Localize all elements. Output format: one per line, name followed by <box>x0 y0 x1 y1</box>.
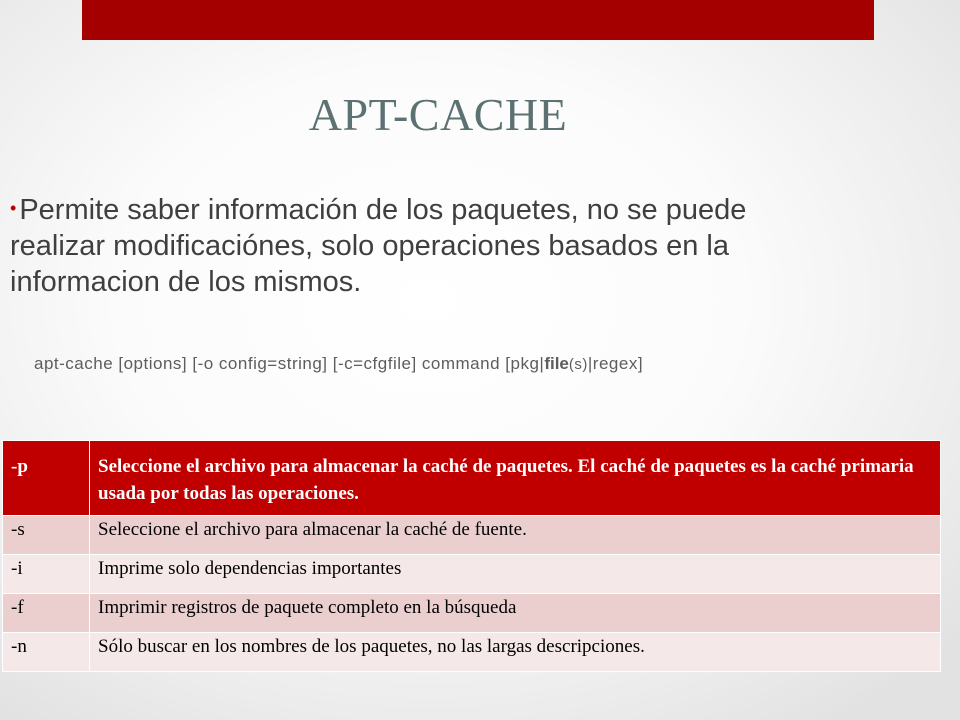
table-row <box>3 516 941 555</box>
table-row <box>3 555 941 594</box>
syntax-bold: file <box>544 354 569 373</box>
table-row <box>3 594 941 633</box>
description-cell: Imprime solo dependencias importantes <box>90 555 941 594</box>
description-cell: Seleccione el archivo para almacenar la caché de paquetes. El caché de paquetes es la caché primaria usada por todas las operaciones. <box>90 441 941 516</box>
option-cell: -i <box>3 555 90 594</box>
syntax-part1: apt-cache [options] [-o config=string] [-c=cfgfile] command [pkg| <box>34 354 545 373</box>
table-row <box>3 633 941 672</box>
option-cell: -f <box>3 594 90 633</box>
slide-title: APT-CACHE <box>308 89 568 140</box>
table-row <box>3 441 941 516</box>
options-table <box>2 440 941 672</box>
bullet-text: Permite saber información de los paquetes, no se puede realizar modificaciónes, solo operaciones basados en la informacion de los mismos. <box>10 194 747 298</box>
option-cell: -s <box>3 516 90 555</box>
bullet-paragraph <box>10 190 810 300</box>
command-syntax <box>34 354 643 374</box>
option-cell: -n <box>3 633 90 672</box>
bullet-dot-icon: • <box>10 198 17 218</box>
description-cell: Seleccione el archivo para almacenar la caché de fuente. <box>90 516 941 555</box>
syntax-part2: |regex] <box>587 354 644 373</box>
description-cell: Sólo buscar en los nombres de los paquetes, no las largas descripciones. <box>90 633 941 672</box>
option-cell: -p <box>3 441 90 516</box>
top-accent-bar <box>82 0 874 40</box>
syntax-small: (s) <box>568 356 588 373</box>
description-cell: Imprimir registros de paquete completo en la búsqueda <box>90 594 941 633</box>
